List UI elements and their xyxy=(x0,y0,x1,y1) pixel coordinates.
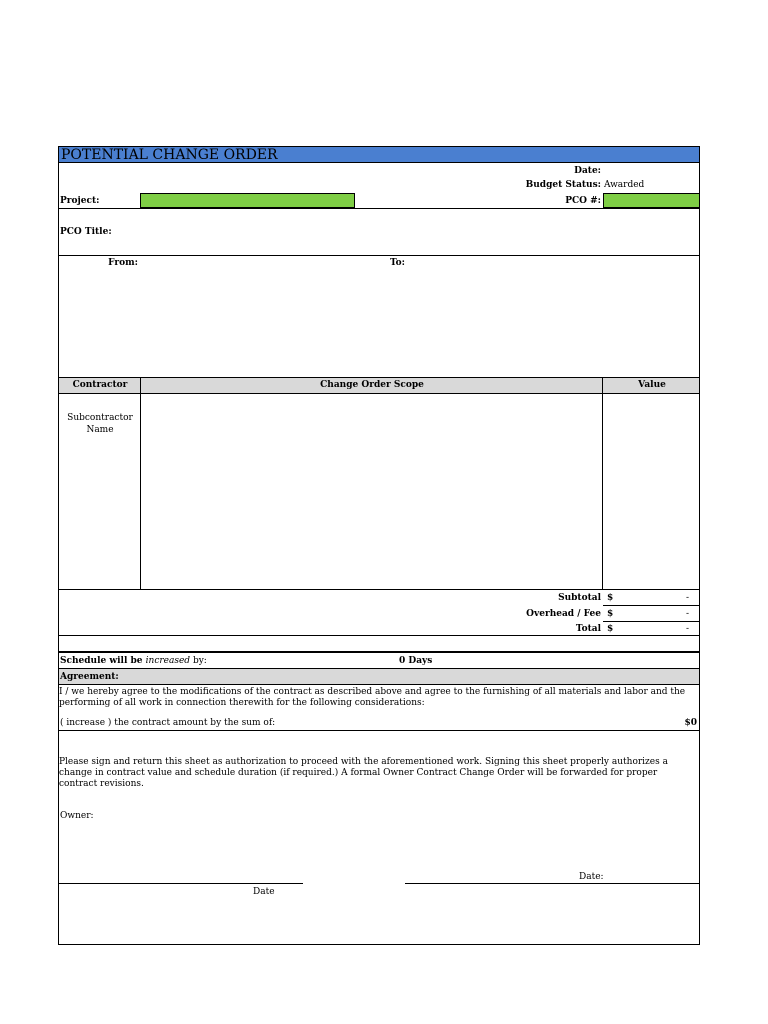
column-divider xyxy=(602,377,603,589)
date-right-label: Date: xyxy=(579,872,604,882)
title-bar xyxy=(59,147,699,163)
divider xyxy=(59,589,699,590)
divider xyxy=(603,605,699,606)
divider xyxy=(59,255,699,256)
date-label: Date: xyxy=(574,166,601,176)
pco-title-label: PCO Title: xyxy=(60,227,112,237)
divider xyxy=(59,651,699,653)
contractor-cell[interactable]: Subcontractor Name xyxy=(67,413,133,435)
subtotal-value: - xyxy=(685,593,689,603)
to-label: To: xyxy=(390,258,405,268)
divider xyxy=(59,393,699,394)
budget-status-label: Budget Status: xyxy=(525,180,601,190)
agreement-header-row xyxy=(59,669,699,684)
form-title: POTENTIAL CHANGE ORDER xyxy=(61,147,278,163)
divider xyxy=(59,635,699,636)
column-divider xyxy=(140,377,141,589)
divider xyxy=(603,621,699,622)
from-label: From: xyxy=(108,258,138,268)
schedule-label: Schedule will be increased by: xyxy=(60,656,207,666)
col-header-value: Value xyxy=(638,380,666,390)
overhead-label: Overhead / Fee xyxy=(526,609,601,619)
agreement-text: I / we hereby agree to the modifications of the contract as described above and agree to the furnishing of all materials and labor and the performing of all work in connection therewith for the following considerations: xyxy=(59,687,686,708)
date-signature-line[interactable] xyxy=(405,883,699,884)
change-order-form xyxy=(58,146,700,945)
overhead-value: - xyxy=(685,609,689,619)
total-currency: $ xyxy=(607,624,614,634)
overhead-currency: $ xyxy=(607,609,614,619)
project-label: Project: xyxy=(60,196,100,206)
divider xyxy=(59,684,699,685)
agreement-heading: Agreement: xyxy=(60,672,119,682)
budget-status-value: Awarded xyxy=(604,180,645,190)
date-under-label: Date xyxy=(253,887,275,897)
owner-signature-line[interactable] xyxy=(59,883,303,884)
instructions-text: Please sign and return this sheet as authorization to proceed with the aforementioned work. Signing this sheet properly authorizes a change in contract value and schedule duration (if required.) A formal Owner Contract Change Order will be forwarded for proper contract revisions. xyxy=(59,757,668,789)
total-value: - xyxy=(685,624,689,634)
schedule-value[interactable]: 0 Days xyxy=(399,656,433,666)
amount-text: ( increase ) the contract amount by the sum of: xyxy=(60,718,276,728)
col-header-contractor: Contractor xyxy=(72,380,128,390)
owner-label: Owner: xyxy=(60,811,94,821)
pco-number-label: PCO #: xyxy=(565,196,601,206)
divider xyxy=(59,377,699,378)
pco-number-field[interactable] xyxy=(603,193,700,208)
project-field[interactable] xyxy=(140,193,355,208)
amount-value: $0 xyxy=(684,718,697,728)
subtotal-currency: $ xyxy=(607,593,614,603)
divider xyxy=(59,730,699,731)
divider xyxy=(59,208,699,209)
col-header-scope: Change Order Scope xyxy=(320,380,424,390)
subtotal-label: Subtotal xyxy=(558,593,601,603)
total-label: Total xyxy=(575,624,601,634)
